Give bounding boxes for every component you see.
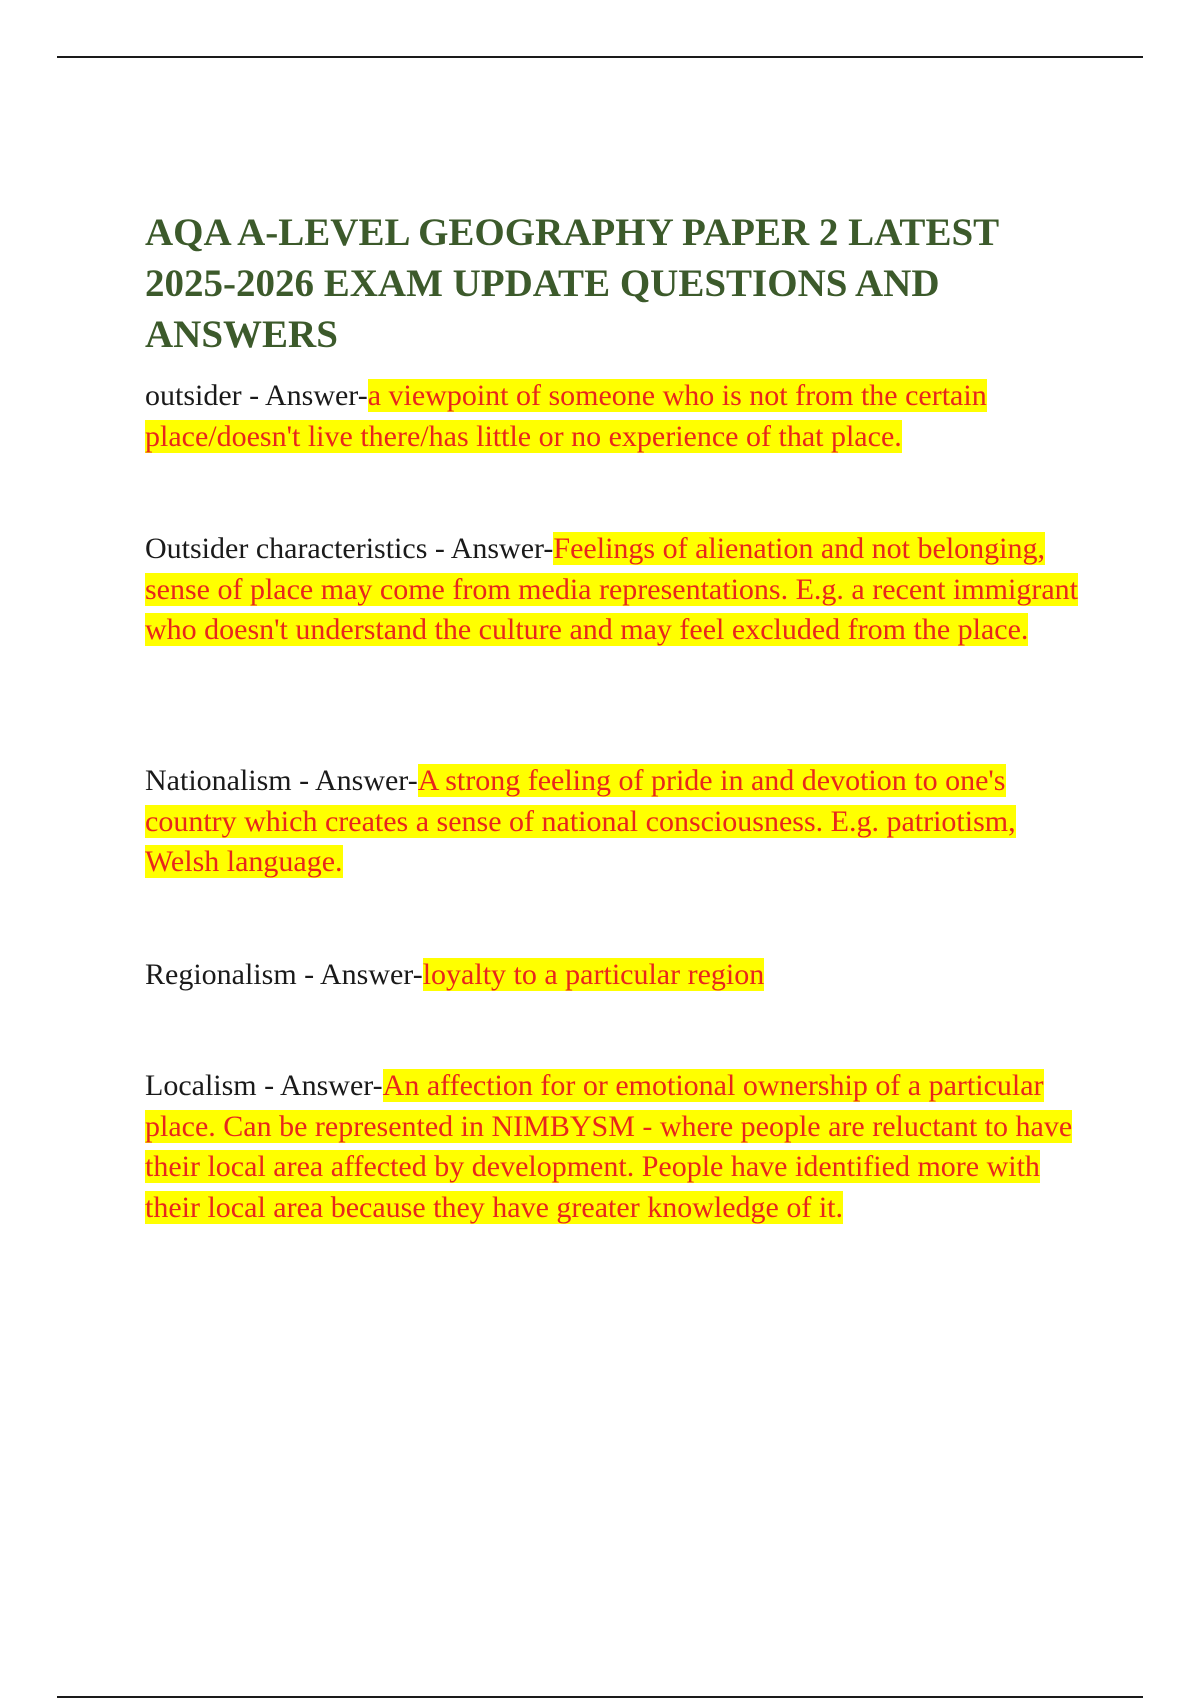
qa-entry-regionalism [145, 955, 1085, 996]
highlighted-answer: A strong feeling of pride in and devotion to one's country which creates a sense of national consciousness. E.g. patriotism, Welsh language. [145, 764, 1016, 878]
term-label: outsider - Answer- [145, 379, 368, 412]
term-label: Localism - Answer- [145, 1069, 383, 1102]
qa-entry-localism [145, 1066, 1085, 1228]
qa-entry-nationalism [145, 761, 1085, 883]
highlighted-answer: a viewpoint of someone who is not from the certain place/doesn't live there/has little or no experience of that place. [145, 379, 987, 453]
highlighted-answer: Feelings of alienation and not belonging, sense of place may come from media representations. E.g. a recent immigrant who doesn't understand the culture and may feel excluded from the place. [145, 532, 1078, 646]
bottom-rule [57, 1696, 1143, 1698]
qa-entry-outsider-characteristics [145, 529, 1085, 651]
highlighted-answer: An affection for or emotional ownership of a particular place. Can be represented in NIMBYSM - where people are reluctant to have their local area affected by development. People have identified more with their local area because they have greater knowledge of it. [145, 1069, 1073, 1224]
document-title: AQA A-LEVEL GEOGRAPHY PAPER 2 LATEST 2025-2026 EXAM UPDATE QUESTIONS AND ANSWERS [145, 211, 999, 356]
qa-entry-outsider [145, 376, 1085, 457]
highlighted-answer: loyalty to a particular region [422, 958, 765, 991]
term-label: Nationalism - Answer- [145, 764, 418, 797]
term-label: Outsider characteristics - Answer- [145, 532, 554, 565]
top-rule [57, 56, 1143, 58]
term-label: Regionalism - Answer- [145, 958, 423, 991]
